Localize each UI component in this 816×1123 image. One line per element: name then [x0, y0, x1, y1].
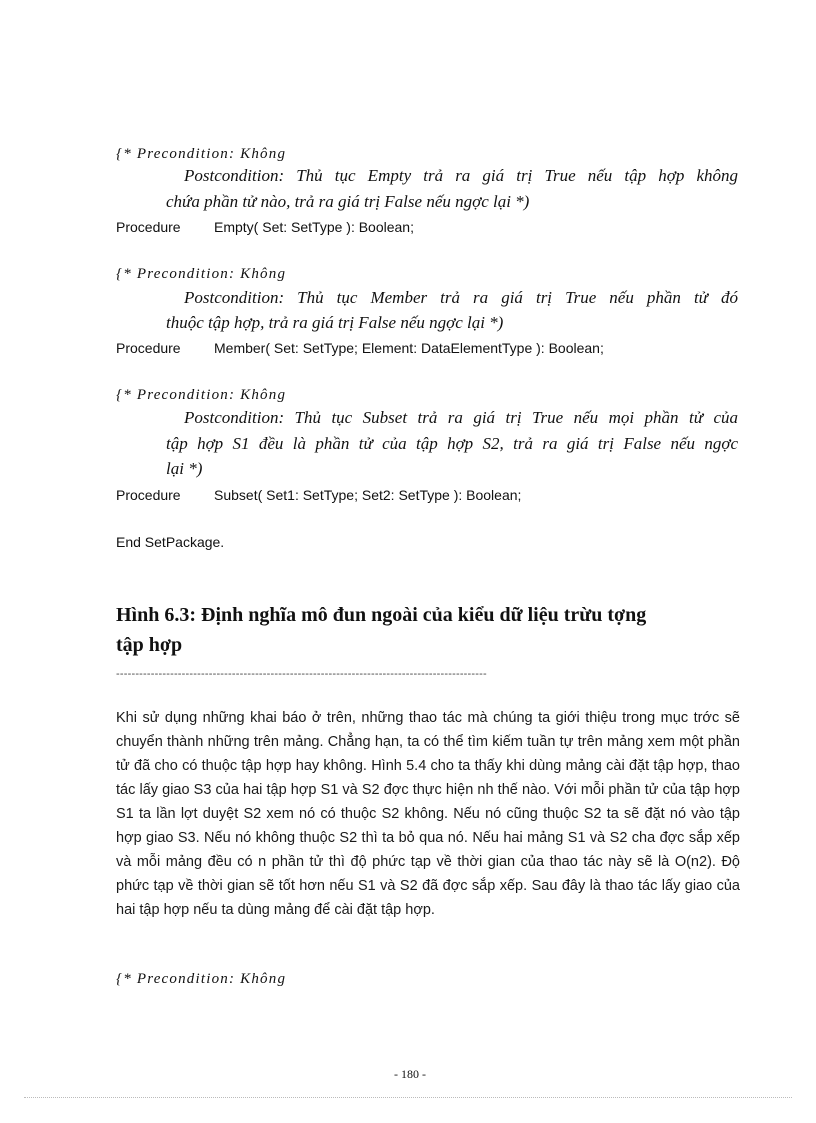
precondition-final: {* Precondition: Không: [116, 971, 287, 987]
postcondition-subset-line-2: tập hợp S1 đều là phần tử của tập hợp S2, trả ra giá trị False nếu ngợc: [166, 434, 738, 453]
postcondition-member-line-1: Postcondition: Thủ tục Member trả ra giá trị True nếu phần tử đó: [184, 288, 738, 307]
procedure-empty: [116, 217, 414, 237]
procedure-keyword: Procedure: [116, 219, 181, 235]
precondition-subset: {* Precondition: Không: [116, 387, 287, 403]
footer-divider: [24, 1097, 792, 1098]
page-number: - 180 -: [394, 1067, 426, 1081]
procedure-signature: Member( Set: SetType; Element: DataElementType ): Boolean;: [214, 340, 604, 356]
postcondition-empty-line-1: Postcondition: Thủ tục Empty trả ra giá trị True nếu tập hợp không: [184, 166, 738, 185]
separator-line: ------------------------------------------------------------------------------------------------: [116, 668, 487, 680]
postcondition-empty-line-2: chứa phần tử nào, trả ra giá trị False nếu ngợc lại *): [166, 192, 530, 211]
procedure-signature: Empty( Set: SetType ): Boolean;: [214, 219, 414, 235]
procedure-subset: [116, 485, 521, 505]
procedure-keyword: Procedure: [116, 487, 181, 503]
end-setpackage: End SetPackage.: [116, 534, 225, 550]
procedure-member: [116, 338, 604, 358]
figure-caption-line-2: tập hợp: [116, 634, 183, 656]
body-paragraph: Khi sử dụng những khai báo ở trên, những thao tác mà chúng ta giới thiệu trong mục trớc sẽ chuyển thành những trên mảng. Chẳng hạn, ta có thể tìm kiếm tuần tự trên mảng xem một phần tử đã cho có thuộc tập hợp hay không. Hình 5.4 cho ta thấy khi dùng mảng cài đặt tập hợp, thao tác lấy giao S3 của hai tập hợp S1 và S2 đợc thực hiện nh thế nào. Với mỗi phần tử của tập hợp S1 ta lần lợt duyệt S2 xem nó có thuộc S2 không. Nếu nó cũng thuộc S2 ta sẽ đặt nó vào tập hợp giao S3. Nếu nó không thuộc S2 thì ta bỏ qua nó. Nếu hai mảng S1 và S2 cha đợc sắp xếp và mỗi mảng đều có n phần tử thì độ phức tạp về thời gian của thao tác này sẽ là O(n2). Độ phức tạp về thời gian sẽ tốt hơn nếu S1 và S2 đã đợc sắp xếp. Sau đây là thao tác lấy giao của hai tập hợp nếu ta dùng mảng để cài đặt tập hợp.: [116, 710, 740, 918]
precondition-member: {* Precondition: Không: [116, 266, 287, 282]
postcondition-subset-line-1: Postcondition: Thủ tục Subset trả ra giá trị True nếu mọi phần tử của: [184, 408, 738, 427]
postcondition-subset-line-3: lại *): [166, 459, 203, 478]
figure-caption-line-1: Hình 6.3: Định nghĩa mô đun ngoài của kiểu dữ liệu trừu tợng: [116, 604, 647, 626]
procedure-signature: Subset( Set1: SetType; Set2: SetType ): Boolean;: [214, 487, 522, 503]
procedure-keyword: Procedure: [116, 340, 181, 356]
postcondition-member-line-2: thuộc tập hợp, trả ra giá trị False nếu ngợc lại *): [166, 313, 504, 332]
precondition-empty: {* Precondition: Không: [116, 146, 287, 162]
